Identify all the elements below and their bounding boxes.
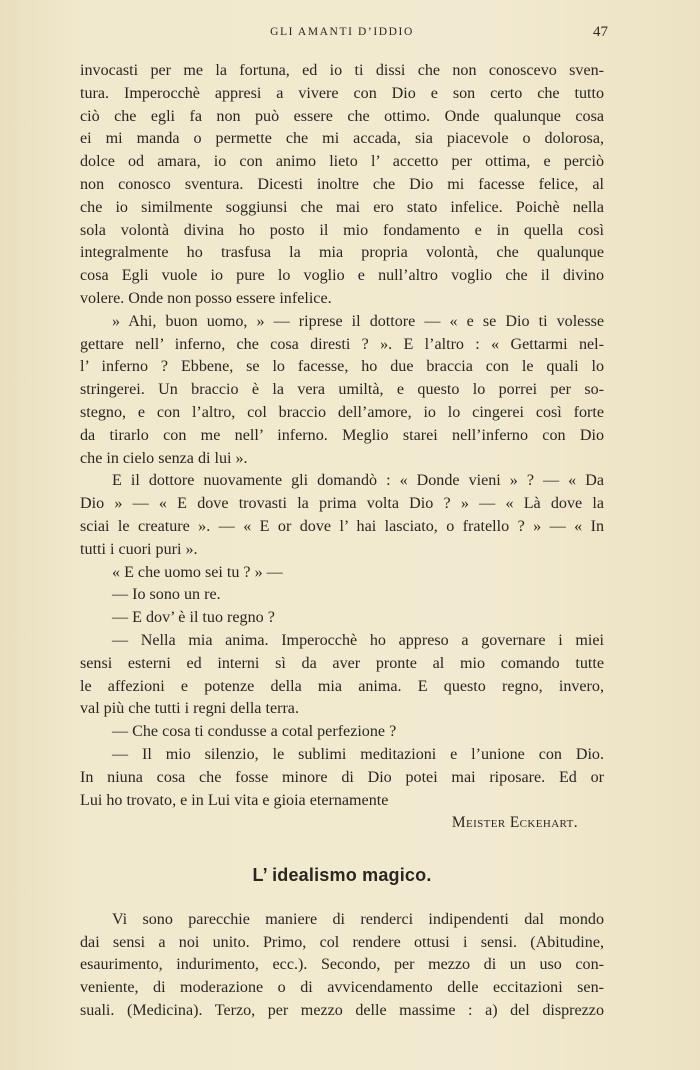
text-line: stringerei. Un braccio è la vera umiltà, e questo lo porrei per so- xyxy=(80,381,604,399)
page-number: 47 xyxy=(593,24,608,40)
text-line: — E dov’ è il tuo regno ? xyxy=(112,609,275,627)
text-line: invocasti per me la fortuna, ed io ti dissi che non conoscevo sven- xyxy=(80,62,604,79)
text-line: da tirarlo con me nell’ inferno. Meglio starei nell’inferno con Dio xyxy=(80,426,604,444)
page-body xyxy=(80,60,604,1023)
running-head xyxy=(80,24,608,46)
text-line: volere. Onde non posso essere infelice. xyxy=(80,289,332,307)
text-line: ciò che egli fa non può essere che ottimo. Onde qualunque cosa xyxy=(80,107,604,125)
text-line: le affezioni e potenze della mia anima. E questo regno, invero, xyxy=(80,677,604,695)
text-line: gettare nell’ inferno, che cosa diresti ? ». E l’altro : « Gettarmi nel- xyxy=(80,335,604,353)
text-line: che io similmente soggiunsi che mai ero stato infelice. Poichè nella xyxy=(80,198,604,216)
text-line: Dio » — « E dove trovasti la prima volta Dio ? » — « Là dove la xyxy=(80,495,604,513)
text-line: ei mi manda o permette che mi accada, sia piacevole o dolorosa, xyxy=(80,130,604,148)
text-line: tutti i cuori puri ». xyxy=(80,540,198,558)
text-line: « E che uomo sei tu ? » — xyxy=(112,563,283,581)
text-line: — Nella mia anima. Imperocchè ho appreso a governare i miei xyxy=(112,631,604,649)
text-line: Vi sono parecchie maniere di renderci indipendenti dal mondo xyxy=(112,910,604,928)
text-line: che in cielo senza di lui ». xyxy=(80,449,248,467)
text-line: In niuna cosa che fosse minore di Dio potei mai riposare. Ed or xyxy=(80,768,604,786)
text-line: l’ inferno ? Ebbene, se lo facesse, ho due braccia con le quali lo xyxy=(80,358,604,376)
text-line: non conosco sventura. Dicesti inoltre che Dio mi facesse felice, al xyxy=(80,175,604,193)
text-line: stegno, e con l’altro, col braccio dell’amore, io lo cingerei così forte xyxy=(80,403,604,421)
text-line: tura. Imperocchè appresi a vivere con Dio e son certo che tutto xyxy=(80,84,604,102)
text-line: dai sensi a noi unito. Primo, col rendere ottusi i sensi. (Abitudine, xyxy=(80,933,604,951)
text-line: sciai le creature ». — « E or dove l’ hai lasciato, o fratello ? » — « In xyxy=(80,517,604,535)
text-line: esaurimento, indurimento, ecc.). Secondo, per mezzo di un uso con- xyxy=(80,956,604,974)
text-line: suali. (Medicina). Terzo, per mezzo delle massime : a) del disprezzo xyxy=(80,1002,604,1020)
text-line: sensi esterni ed interni sì da aver pronte al mio comando tutte xyxy=(80,654,604,672)
text-line: integralmente ho trasfusa la mia propria volontà, che qualunque xyxy=(80,244,604,262)
text-line: » Ahi, buon uomo, » — riprese il dottore — « e se Dio ti volesse xyxy=(112,312,604,330)
running-title: GLI AMANTI D’IDDIO xyxy=(270,26,414,38)
text-line: E il dottore nuovamente gli domandò : « Donde vieni » ? — « Da xyxy=(112,472,604,490)
text-line: — Io sono un re. xyxy=(112,586,221,604)
text-line: val più che tutti i regni della terra. xyxy=(80,700,299,718)
author-signature: Meister Eckehart. xyxy=(451,814,578,832)
text-line: dolce od amara, io con animo lieto l’ accetto per ottima, e perciò xyxy=(80,153,604,171)
section-title: L’ idealismo magico. xyxy=(252,865,432,886)
text-line: cosa Egli vuole io pure lo voglio e null’altro voglio che il divino xyxy=(80,267,604,285)
text-line: sola volontà divina ho posto il mio fondamento e in quella così xyxy=(80,221,604,239)
text-line: veniente, di moderazione o di avvicendamento delle eccitazioni sen- xyxy=(80,979,604,997)
text-line: Lui ho trovato, e in Lui vita e gioia eternamente xyxy=(80,791,389,809)
text-line: — Il mio silenzio, le sublimi meditazioni e l’unione con Dio. xyxy=(112,745,604,763)
text-line: — Che cosa ti condusse a cotal perfezione ? xyxy=(112,723,397,741)
